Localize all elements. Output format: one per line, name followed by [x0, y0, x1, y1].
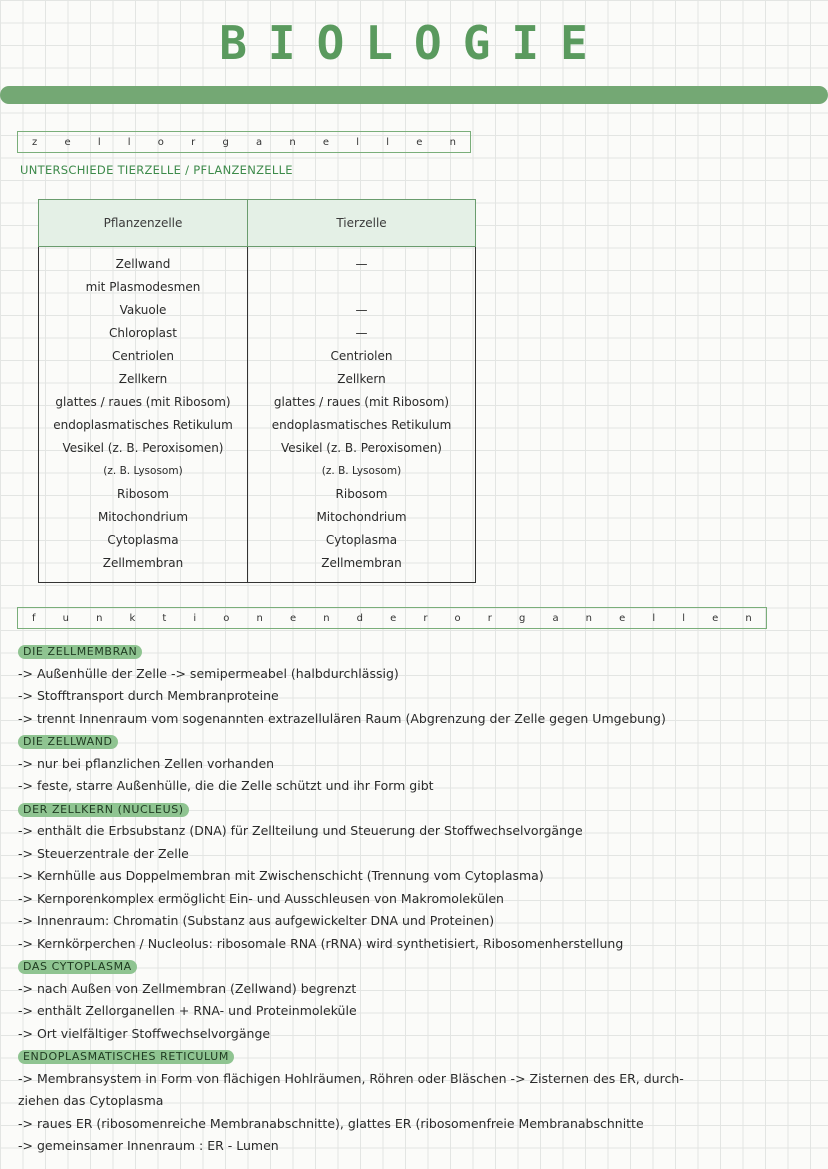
cell-pflanzenzelle: Ribosom: [39, 483, 248, 506]
spaced-letter: l: [386, 136, 390, 148]
section-label-zellorganellen: [17, 131, 471, 153]
spaced-letter: e: [322, 136, 330, 148]
section-label-funktionen-der-organellen: [17, 607, 767, 629]
spaced-letter: r: [487, 612, 492, 624]
cell-pflanzenzelle: glattes / raues (mit Ribosom): [39, 391, 248, 414]
spaced-letter: o: [223, 612, 230, 624]
table-row: [39, 460, 476, 483]
table-row: [39, 276, 476, 299]
cell-tierzelle: (z. B. Lysosom): [248, 460, 476, 483]
cell-pflanzenzelle: (z. B. Lysosom): [39, 460, 248, 483]
note-line: -> gemeinsamer Innenraum : ER - Lumen: [18, 1138, 279, 1153]
spaced-letter: e: [619, 612, 626, 624]
spaced-letter: u: [62, 612, 69, 624]
note-line: ziehen das Cytoplasma: [18, 1093, 164, 1108]
spaced-letter: a: [552, 612, 559, 624]
note-line: -> Kernhülle aus Doppelmembran mit Zwischenschicht (Trennung vom Cytoplasma): [18, 868, 544, 883]
table-row: [39, 437, 476, 460]
spaced-letter: n: [256, 612, 263, 624]
section-heading: ENDOPLASMATISCHES RETICULUM: [18, 1050, 234, 1064]
spaced-letter: l: [682, 612, 686, 624]
note-line: -> enthält Zellorganellen + RNA- und Proteinmoleküle: [18, 1003, 357, 1018]
spaced-letter: o: [157, 136, 164, 148]
spaced-letter: r: [423, 612, 428, 624]
spaced-letter: r: [191, 136, 196, 148]
section-heading: DER ZELLKERN (NUCLEUS): [18, 803, 189, 817]
spaced-letter: l: [97, 136, 101, 148]
spaced-letter: o: [454, 612, 461, 624]
note-line: -> trennt Innenraum vom sogenannten extrazellulären Raum (Abgrenzung der Zelle gegen Umgebung): [18, 710, 666, 726]
cell-tierzelle: Centriolen: [248, 345, 476, 368]
spaced-letter: d: [356, 612, 363, 624]
cell-pflanzenzelle: Zellmembran: [39, 552, 248, 583]
spaced-letter: f: [32, 612, 36, 624]
spaced-letter: l: [652, 612, 656, 624]
cell-tierzelle: Vesikel (z. B. Peroxisomen): [248, 437, 476, 460]
cell-tierzelle: Cytoplasma: [248, 529, 476, 552]
note-line: -> Kernporenkomplex ermöglicht Ein- und Ausschleusen von Makromolekülen: [18, 890, 504, 906]
table-row: [39, 299, 476, 322]
section-heading-row: [18, 955, 818, 978]
spaced-letter: i: [193, 612, 197, 624]
note-line: -> feste, starre Außenhülle, die die Zelle schützt und ihr Form gibt: [18, 778, 434, 793]
section-heading-row: [18, 730, 818, 753]
cell-pflanzenzelle: Vakuole: [39, 299, 248, 322]
spaced-letter: n: [323, 612, 330, 624]
note-line: -> Stofftransport durch Membranproteine: [18, 688, 279, 703]
section-heading-row: [18, 640, 818, 663]
note-line: -> Steuerzentrale der Zelle: [18, 845, 189, 861]
notes-section: [18, 640, 818, 1158]
spaced-letter: g: [222, 136, 229, 148]
page-title: BIOLOGIE: [219, 16, 609, 70]
cell-pflanzenzelle: endoplasmatisches Retikulum: [39, 414, 248, 437]
spaced-letter: z: [32, 136, 38, 148]
table-row: [39, 322, 476, 345]
table-row: [39, 506, 476, 529]
cell-pflanzenzelle: Vesikel (z. B. Peroxisomen): [39, 437, 248, 460]
cell-pflanzenzelle: Cytoplasma: [39, 529, 248, 552]
cell-pflanzenzelle: Zellwand: [39, 247, 248, 277]
spaced-letter: e: [390, 612, 397, 624]
spaced-letter: g: [518, 612, 526, 624]
note-line: -> nur bei pflanzlichen Zellen vorhanden: [18, 755, 275, 771]
comparison-table: [38, 199, 476, 583]
cell-tierzelle: Mitochondrium: [248, 506, 476, 529]
table-row: [39, 414, 476, 437]
cell-tierzelle: Zellkern: [248, 368, 476, 391]
section-heading: DIE ZELLMEMBRAN: [18, 645, 142, 659]
cell-pflanzenzelle: mit Plasmodesmen: [39, 276, 248, 299]
spaced-letter: n: [289, 136, 296, 148]
section-heading: DIE ZELLWAND: [18, 735, 118, 749]
table-row: [39, 391, 476, 414]
spaced-letter: n: [745, 612, 752, 624]
table-row: [39, 552, 476, 583]
spaced-letter: n: [96, 612, 103, 624]
note-line: -> Kernkörperchen / Nucleolus: ribosomale RNA (rRNA) wird synthetisiert, Ribosomenherstellung: [18, 935, 624, 951]
spaced-letter: e: [416, 136, 423, 148]
note-line: -> nach Außen von Zellmembran (Zellwand) begrenzt: [18, 980, 357, 996]
spaced-letter: l: [127, 136, 131, 148]
table-row: [39, 529, 476, 552]
cell-tierzelle: —: [248, 299, 476, 322]
spaced-letter: e: [64, 136, 71, 148]
table-row: [39, 483, 476, 506]
cell-tierzelle: endoplasmatisches Retikulum: [248, 414, 476, 437]
table-subtitle: UNTERSCHIEDE TIERZELLE / PFLANZENZELLE: [20, 163, 293, 177]
cell-tierzelle: —: [248, 322, 476, 345]
table-row: [39, 247, 476, 277]
cell-pflanzenzelle: Centriolen: [39, 345, 248, 368]
cell-tierzelle: glattes / raues (mit Ribosom): [248, 391, 476, 414]
section-heading-row: [18, 1045, 818, 1068]
note-line: -> Ort vielfältiger Stoffwechselvorgänge: [18, 1025, 271, 1041]
spaced-letter: e: [289, 612, 297, 624]
cell-tierzelle: Zellmembran: [248, 552, 476, 583]
column-header-tierzelle: Tierzelle: [248, 200, 476, 247]
table-row: [39, 345, 476, 368]
header-bar: [0, 86, 828, 104]
spaced-letter: n: [585, 612, 593, 624]
column-header-pflanzenzelle: Pflanzenzelle: [39, 200, 248, 247]
spaced-letter: l: [356, 136, 360, 148]
spaced-letter: a: [256, 136, 263, 148]
spaced-letter: e: [712, 612, 719, 624]
section-heading: DAS CYTOPLASMA: [18, 960, 137, 974]
table-row: [39, 368, 476, 391]
note-line: -> enthält die Erbsubstanz (DNA) für Zellteilung und Steuerung der Stoffwechselvorgänge: [18, 823, 583, 838]
spaced-letter: k: [129, 612, 136, 624]
cell-tierzelle: —: [248, 247, 476, 277]
cell-pflanzenzelle: Chloroplast: [39, 322, 248, 345]
note-line: -> raues ER (ribosomenreiche Membranabschnitte), glattes ER (ribosomenfreie Membranabschnitte: [18, 1115, 644, 1131]
section-heading-row: [18, 798, 818, 821]
spaced-letter: t: [162, 612, 167, 624]
cell-pflanzenzelle: Mitochondrium: [39, 506, 248, 529]
note-line: -> Membransystem in Form von flächigen Hohlräumen, Röhren oder Bläschen -> Zisternen des ER, durch-: [18, 1070, 684, 1086]
cell-tierzelle: Ribosom: [248, 483, 476, 506]
cell-pflanzenzelle: Zellkern: [39, 368, 248, 391]
cell-tierzelle: [248, 276, 476, 299]
spaced-letter: n: [449, 136, 456, 148]
note-line: -> Außenhülle der Zelle -> semipermeabel (halbdurchlässig): [18, 665, 399, 681]
note-line: -> Innenraum: Chromatin (Substanz aus aufgewickelter DNA und Proteinen): [18, 913, 495, 928]
